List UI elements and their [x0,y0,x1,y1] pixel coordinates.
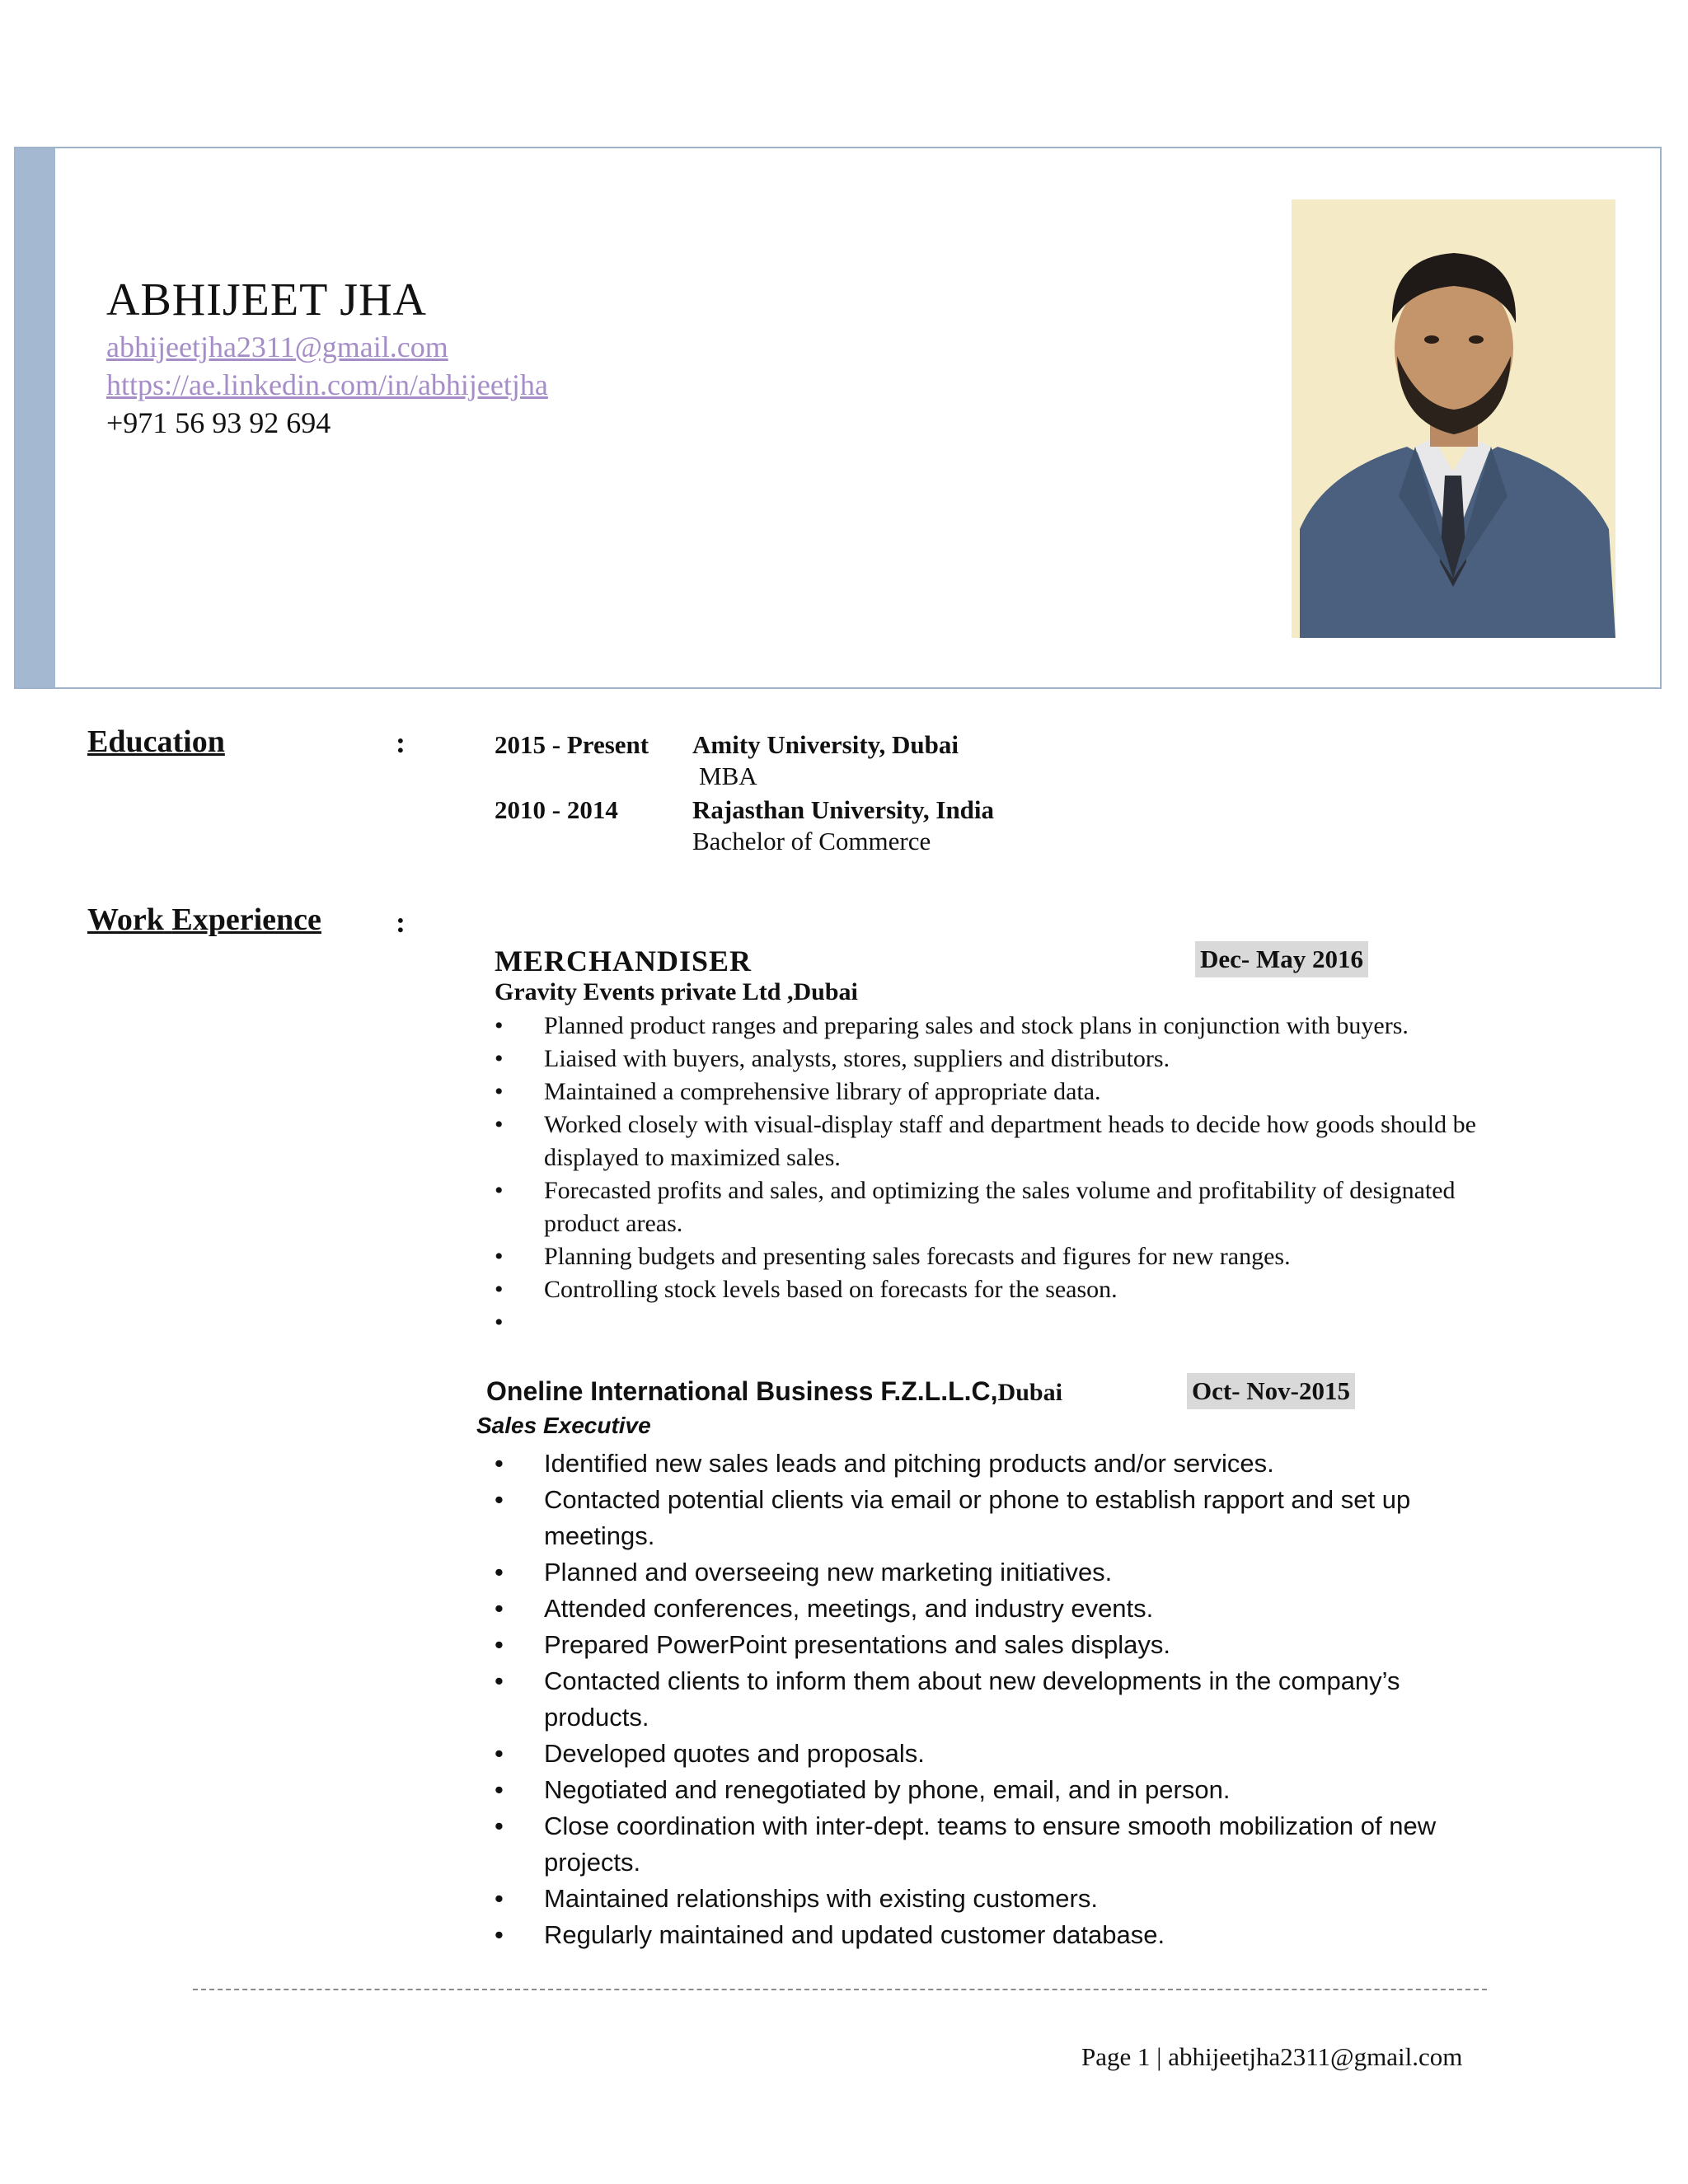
phone-number: +971 56 93 92 694 [106,406,331,439]
list-item: • Maintained relationships with existing customers. [495,1881,1484,1917]
email-link[interactable]: abhijeetjha2311@gmail.com [106,330,448,363]
work-experience-colon: : [396,906,406,939]
job-dates-badge: Dec- May 2016 [1195,941,1368,977]
list-item: • Identified new sales leads and pitching products and/or services. [495,1446,1484,1482]
list-item: • Planned and overseeing new marketing initiatives. [495,1554,1484,1591]
job-bullet-list [495,1010,1484,1306]
list-item: • Attended conferences, meetings, and industry events. [495,1591,1484,1627]
company-location: Dubai [997,1379,1062,1406]
list-item: • Forecasted profits and sales, and optimizing the sales volume and profitability of designated product areas. [495,1174,1484,1240]
list-item: • Maintained a comprehensive library of appropriate data. [495,1076,1484,1108]
list-item: • Close coordination with inter-dept. teams to ensure smooth mobilization of new projects. [495,1808,1484,1881]
heading-word: Experience [171,902,321,937]
page-footer: Page 1 | abhijeetjha2311@gmail.com [1081,2042,1463,2071]
list-item: • Planning budgets and presenting sales forecasts and figures for new ranges. [495,1240,1484,1273]
job-bullet-list [495,1446,1484,1953]
header-box [14,147,1662,689]
company-name: Gravity Events private Ltd ,Dubai [495,978,858,1005]
accent-bar [16,148,55,687]
education-institution: Amity University, Dubai [692,730,959,759]
education-degree: Bachelor of Commerce [692,827,931,855]
education-years: 2010 - 2014 [495,795,618,824]
linkedin-link[interactable]: https://ae.linkedin.com/in/abhijeetjha [106,368,548,401]
education-colon: : [396,726,406,759]
list-item: • Contacted potential clients via email or phone to establish rapport and set up meetings. [495,1482,1484,1554]
education-years: 2015 - Present [495,730,649,759]
job-dates-badge: Oct- Nov-2015 [1187,1373,1355,1409]
work-experience-heading [87,902,321,938]
job-role: Sales Executive [476,1413,651,1438]
list-item: • Contacted clients to inform them about new developments in the company’s products. [495,1663,1484,1736]
heading-word: Work [87,902,164,937]
education-institution: Rajasthan University, India [692,795,995,824]
company-name-text: Oneline International Business F.Z.L.L.C, [486,1376,998,1406]
education-degree: MBA [699,762,757,790]
list-item: • Developed quotes and proposals. [495,1736,1484,1772]
job-title: MERCHANDISER [495,944,753,977]
list-item: • Negotiated and renegotiated by phone, email, and in person. [495,1772,1484,1808]
list-item: • Planned product ranges and preparing sales and stock plans in conjunction with buyers. [495,1010,1484,1043]
candidate-name: ABHIJEET JHA [106,274,427,326]
education-heading: Education [87,724,225,759]
profile-photo [1292,199,1615,638]
footer-divider [193,1989,1487,1990]
list-item: • Controlling stock levels based on forecasts for the season. [495,1273,1484,1306]
list-item: • Liaised with buyers, analysts, stores, suppliers and distributors. [495,1043,1484,1076]
list-item: • Prepared PowerPoint presentations and sales displays. [495,1627,1484,1663]
company-name [486,1376,1062,1407]
list-item: • Regularly maintained and updated customer database. [495,1917,1484,1953]
list-item: • Worked closely with visual-display staff and department heads to decide how goods should be displayed to maximized sales. [495,1108,1484,1174]
